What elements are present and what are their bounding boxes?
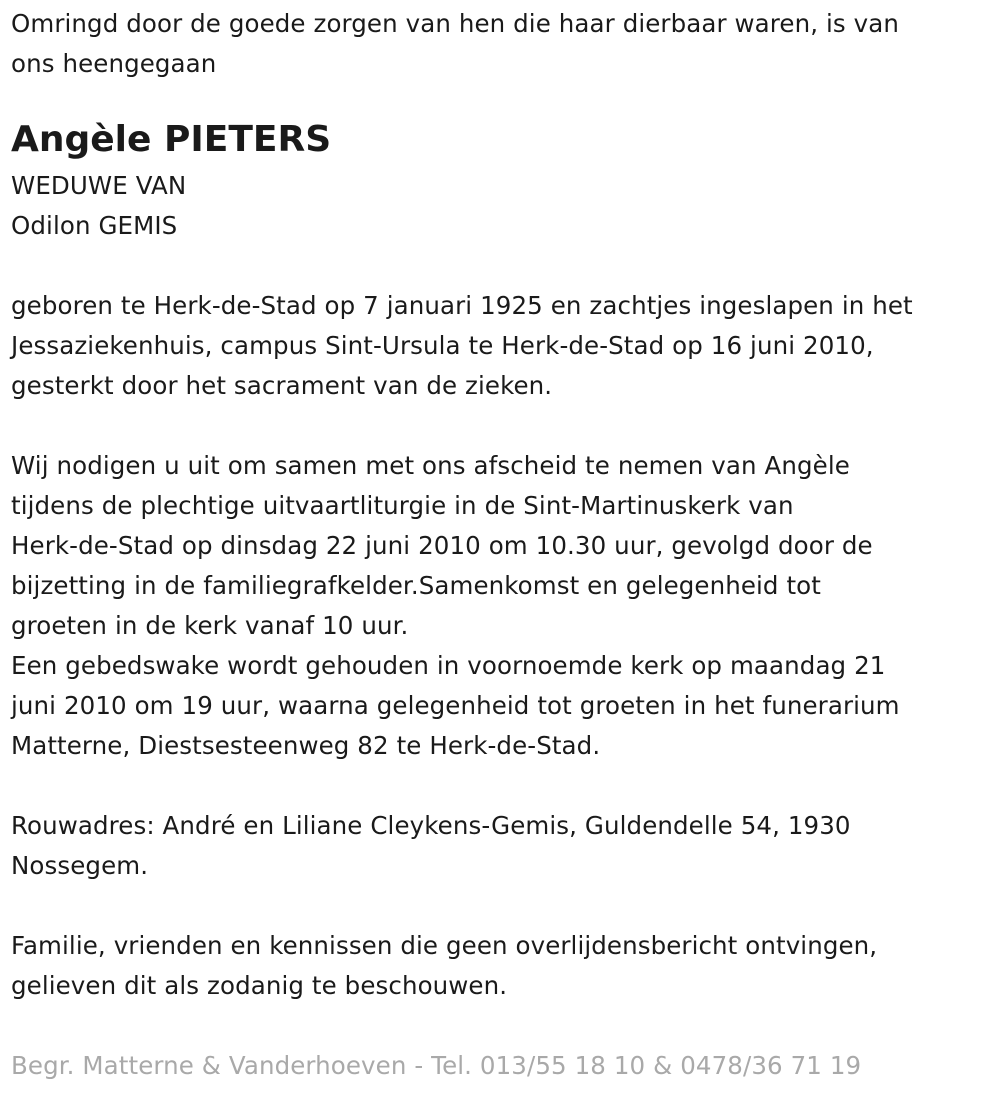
ceremony-line: Herk-de-Stad op dinsdag 22 juni 2010 om 10.30 uur, gevolgd door de xyxy=(11,531,873,560)
address-line: Rouwadres: André en Liliane Cleykens-Gemis, Guldendelle 54, 1930 xyxy=(11,811,851,840)
ceremony-line: Een gebedswake wordt gehouden in voornoemde kerk op maandag 21 xyxy=(11,651,886,680)
ceremony-line: Matterne, Diestsesteenweg 82 te Herk-de-Stad. xyxy=(11,731,601,760)
spacer xyxy=(11,766,991,806)
intro-paragraph xyxy=(11,4,991,84)
obituary-notice xyxy=(11,4,991,1086)
address-paragraph xyxy=(11,806,991,886)
address-line: Nossegem. xyxy=(11,851,149,880)
birth-death-paragraph xyxy=(11,286,991,406)
ceremony-line: juni 2010 om 19 uur, waarna gelegenheid tot groeten in het funerarium xyxy=(11,691,900,720)
ceremony-paragraph xyxy=(11,446,991,766)
birth-death-line: geboren te Herk-de-Stad op 7 januari 1925 en zachtjes ingeslapen in het xyxy=(11,291,913,320)
spacer xyxy=(11,406,991,446)
ceremony-line: groeten in de kerk vanaf 10 uur. xyxy=(11,611,409,640)
notice-paragraph xyxy=(11,926,991,1006)
birth-death-line: gesterkt door het sacrament van de zieken. xyxy=(11,371,553,400)
spacer xyxy=(11,246,991,286)
spacer xyxy=(11,886,991,926)
ceremony-line: Wij nodigen u uit om samen met ons afscheid te nemen van Angèle xyxy=(11,451,850,480)
deceased-name: Angèle PIETERS xyxy=(11,119,332,160)
relation-label: WEDUWE VAN xyxy=(11,171,187,200)
notice-line: Familie, vrienden en kennissen die geen overlijdensbericht ontvingen, xyxy=(11,931,878,960)
ceremony-line: bijzetting in de familiegrafkelder.Samenkomst en gelegenheid tot xyxy=(11,571,821,600)
intro-line: ons heengegaan xyxy=(11,49,217,78)
spouse-name: Odilon GEMIS xyxy=(11,211,178,240)
birth-death-line: Jessaziekenhuis, campus Sint-Ursula te Herk-de-Stad op 16 juni 2010, xyxy=(11,331,874,360)
ceremony-line: tijdens de plechtige uitvaartliturgie in de Sint-Martinuskerk van xyxy=(11,491,794,520)
spacer xyxy=(11,1006,991,1046)
notice-line: gelieven dit als zodanig te beschouwen. xyxy=(11,971,508,1000)
intro-line: Omringd door de goede zorgen van hen die haar dierbaar waren, is van xyxy=(11,9,899,38)
funeral-home-footer: Begr. Matterne & Vanderhoeven - Tel. 013/55 18 10 & 0478/36 71 19 xyxy=(11,1051,862,1080)
